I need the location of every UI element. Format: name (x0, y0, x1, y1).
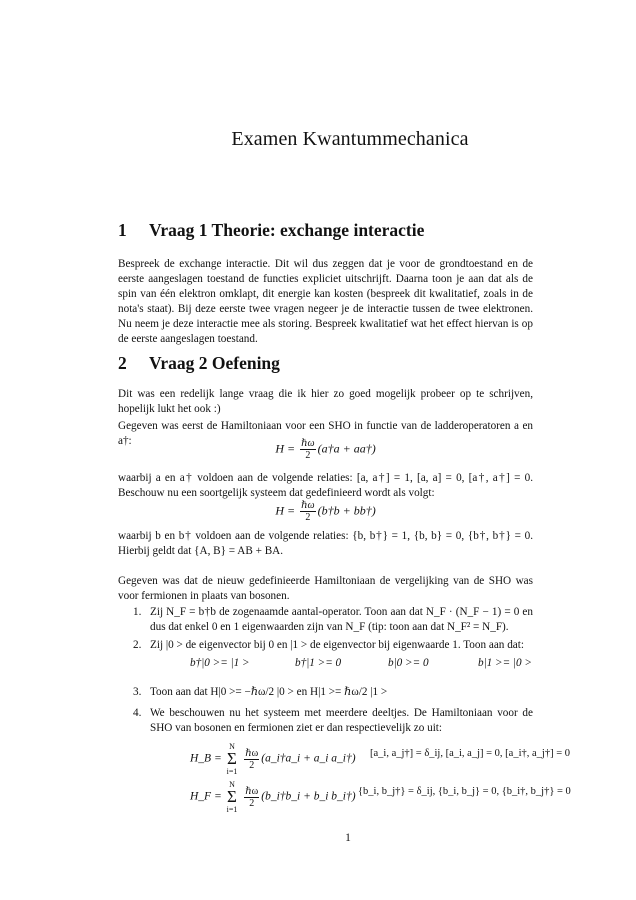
relations-b: waarbij b en b† voldoen aan de volgende relaties: {b, b†} = 1, {b, b} = 0, {b†, b†} = 0. Hierbij geldt dat {A, B} = AB + BA. (118, 530, 533, 557)
sum-lower: i=1 (226, 767, 238, 776)
eq-lhs: H_B = (190, 752, 222, 765)
sigma-symbol: Σ (227, 749, 237, 768)
operator-relation: b†|1 >= 0 (295, 657, 342, 669)
item-text: Zij |0 > de eigenvector bij 0 en |1 > de eigenvector bij eigenwaarde 1. Toon aan dat: (150, 639, 524, 651)
numerator: ℏω (245, 785, 259, 797)
fraction (244, 786, 259, 809)
eq-rhs: (b†b + bb†) (317, 503, 376, 518)
section-number: 1 (118, 220, 127, 240)
item-number: 4. (133, 707, 142, 719)
relations-hf: {b_i, b_j†} = δ_ij, {b_i, b_j} = 0, {b_i†, b_j†} = 0 (358, 786, 571, 797)
equation-hf (190, 780, 356, 814)
item-number: 1. (133, 606, 142, 618)
section-2-intro: Dit was een redelijk lange vraag die ik hier zo goed mogelijk probeer op te schrijven, hopelijk lukt het ook :) (118, 388, 533, 415)
summation (227, 742, 238, 776)
eq-rhs: (a†a + aa†) (317, 441, 376, 456)
eq-rhs: (a_i†a_i + a_i a_i†) (261, 752, 356, 765)
equation-hamiltonian-b (118, 500, 533, 523)
numerator: ℏω (245, 747, 259, 759)
denominator: 2 (305, 512, 311, 523)
sum-upper: N (229, 742, 235, 751)
denominator: 2 (249, 797, 255, 809)
document-title: Examen Kwantummechanica (231, 128, 469, 150)
section-title: Vraag 2 Oefening (149, 353, 280, 373)
denominator: 2 (249, 759, 255, 771)
summation (227, 780, 238, 814)
item-number: 3. (133, 686, 142, 698)
operator-relation: b†|0 >= |1 > (190, 657, 250, 669)
section-1-heading (118, 220, 424, 241)
item-text: Zij N_F = b†b de zogenaamde aantal-operator. Toon aan dat N_F · (N_F − 1) = 0 en dus dat enkel 0 en 1 eigenwaarden zijn van N_F (tip: toon aan dat N_F² = N_F). (150, 606, 533, 633)
numerator: ℏω (301, 438, 315, 449)
eq-lhs: H_F = (190, 790, 222, 803)
equation-hamiltonian-a (118, 438, 533, 461)
section-title: Vraag 1 Theorie: exchange interactie (149, 220, 425, 240)
section-number: 2 (118, 353, 127, 373)
relations-a: waarbij a en a† voldoen aan de volgende relaties: [a, a†] = 1, [a, a] = 0, [a†, a†] = 0. Beschouw nu een soortgelijk systeem dat gedefinieerd wordt als volgt: (118, 472, 533, 499)
operator-relation: b|1 >= |0 > (478, 657, 532, 669)
denominator: 2 (305, 450, 311, 461)
eq-lhs: H = (275, 441, 296, 456)
sigma-symbol: Σ (227, 787, 237, 806)
item-text: Toon aan dat H|0 >= −ℏω/2 |0 > en H|1 >= ℏω/2 |1 > (150, 686, 388, 698)
fermion-text: Gegeven was dat de nieuw gedefinieerde Hamiltoniaan de vergelijking van de SHO was voor fermionen in plaats van bosonen. (118, 575, 533, 602)
section-2-given: Gegeven was eerst de Hamiltoniaan voor een SHO in functie van de ladderoperatoren a en a†: (118, 420, 533, 447)
operator-relation: b|0 >= 0 (388, 657, 429, 669)
equation-hb (190, 742, 356, 776)
section-1-body: Bespreek de exchange interactie. Dit wil dus zeggen dat je voor de grondtoestand en de eerste aangeslagen toestand de functies expliciet uitschrijft. Daarna toon je aan dat als de spin van één elektron omklapt, dit energie kan kosten (bespreek dit kwalitatief, zoals in de nota's staat). Bij deze eerste twee vragen negeer je de interactie tussen de twee elektronen. Nu neem je deze interactie mee als storing. Bespreek kwalitatief wat het effect hiervan is op de eerste aangeslagen toestand. (118, 258, 533, 345)
fraction (300, 500, 316, 523)
sum-lower: i=1 (226, 805, 238, 814)
eq-rhs: (b_i†b_i + b_i b_i†) (261, 790, 356, 803)
sum-upper: N (229, 780, 235, 789)
page-number: 1 (345, 832, 351, 844)
fraction (244, 748, 259, 771)
item-text: We beschouwen nu het systeem met meerdere deeltjes. De Hamiltoniaan voor de SHO van bosonen en fermionen ziet er dan respectievelijk zo uit: (150, 707, 533, 734)
fraction (300, 438, 316, 461)
relations-hb: [a_i, a_j†] = δ_ij, [a_i, a_j] = 0, [a_i†, a_j†] = 0 (370, 748, 570, 759)
numerator: ℏω (301, 500, 315, 511)
eq-lhs: H = (275, 503, 296, 518)
item-number: 2. (133, 639, 142, 651)
section-2-heading (118, 353, 280, 374)
